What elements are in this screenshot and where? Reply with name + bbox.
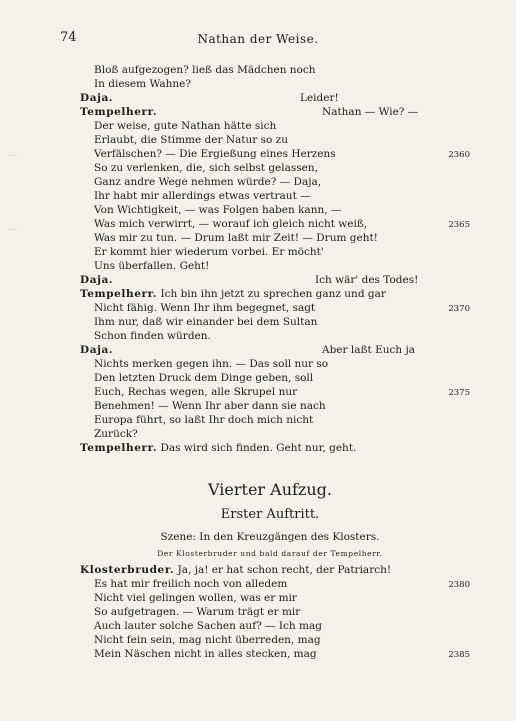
verse-line — [80, 245, 460, 259]
verse-text: Der weise, gute Nathan hätte sich — [94, 120, 277, 132]
verse-text: Nichts merken gegen ihn. — Das soll nur so — [94, 358, 329, 370]
verse-line — [80, 619, 460, 633]
scene-heading: Erster Auftritt. — [220, 507, 320, 522]
verse-text: In diesem Wahne? — [94, 78, 191, 90]
verse-text: Ihr habt mir allerdings etwas vertraut — — [94, 190, 311, 202]
act-heading: Vierter Aufzug. — [208, 480, 332, 499]
verse-line — [80, 63, 460, 77]
verse-text: Ich bin ihn jetzt zu sprechen ganz und gar — [160, 288, 386, 300]
line-number: 2380 — [448, 580, 470, 590]
verse-text: Euch, Rechas wegen, alle Skrupel nur — [94, 386, 298, 398]
verse-line — [80, 633, 460, 647]
verse-text: Bloß aufgezogen? ließ das Mädchen noch — [94, 64, 316, 76]
page-header — [60, 30, 456, 48]
verse-text: Ganz andre Wege nehmen würde? — Daja, — [94, 176, 322, 188]
dialogue-block — [80, 563, 470, 661]
persons-line: Der Klosterbruder und bald darauf der Tempelherr. — [157, 549, 383, 558]
verse-text: Mein Näschen nicht in alles stecken, mag — [94, 648, 317, 660]
verse-text: Was mich verwirrt, — worauf ich gleich nicht weiß, — [94, 218, 368, 230]
verse-text: Uns überfallen. Geht! — [94, 260, 210, 272]
verse-line — [80, 161, 460, 175]
verse-continuation: Nathan — Wie? — — [322, 106, 419, 118]
speaker-name: Daja. — [80, 92, 114, 104]
speaker-name: Daja. — [80, 344, 114, 356]
verse-text: Er kommt hier wiederum vorbei. Er möcht' — [94, 246, 324, 258]
verse-text: So zu verlenken, die, sich selbst gelassen, — [94, 162, 318, 174]
verse-text: Europa führt, so laßt Ihr doch mich nicht — [94, 414, 314, 426]
verse-line — [80, 371, 460, 385]
verse-text: Erlaubt, die Stimme der Natur so zu — [94, 134, 288, 146]
setting-line: Szene: In den Kreuzgängen des Klosters. — [160, 531, 380, 543]
verse-continuation: Leider! — [300, 92, 339, 104]
verse-line — [80, 133, 460, 147]
verse-text: Den letzten Druck dem Dinge geben, soll — [94, 372, 314, 384]
verse-line — [80, 259, 460, 273]
line-number: 2385 — [448, 650, 470, 660]
verse-text: Ja, ja! er hat schon recht, der Patriarch! — [177, 564, 392, 576]
speaker-name: Tempelherr. — [80, 442, 158, 454]
verse-line — [80, 287, 460, 301]
verse-line — [80, 563, 460, 577]
verse-text: Das wird sich finden. Geht nur, geht. — [160, 442, 357, 454]
verse-line — [80, 91, 460, 105]
verse-line — [80, 357, 460, 371]
verse-text: Benehmen! — Wenn Ihr aber dann sie nach — [94, 400, 326, 412]
verse-continuation: Aber laßt Euch ja — [322, 344, 415, 356]
speaker-name: Klosterbruder. — [80, 564, 175, 576]
line-number: 2365 — [448, 220, 470, 230]
verse-line — [80, 647, 470, 661]
bleed-through-text: ... — [8, 148, 18, 159]
verse-text: Schon finden würden. — [94, 330, 211, 342]
dialogue-block — [80, 63, 470, 455]
verse-text: Was mir zu tun. — Drum laßt mir Zeit! — Drum geht! — [94, 232, 378, 244]
main-text — [80, 63, 470, 661]
verse-text: Es hat mir freilich noch von alledem — [94, 578, 288, 590]
verse-line — [80, 175, 460, 189]
verse-line — [80, 77, 460, 91]
verse-line — [80, 273, 460, 287]
verse-line — [80, 591, 460, 605]
verse-line — [80, 301, 470, 315]
verse-line — [80, 343, 460, 357]
verse-text: Nicht fähig. Wenn Ihr ihm begegnet, sagt — [94, 302, 316, 314]
verse-line — [80, 413, 460, 427]
verse-line — [80, 577, 470, 591]
verse-text: Ihm nur, daß wir einander bei dem Sultan — [94, 316, 318, 328]
verse-line — [80, 441, 460, 455]
speaker-name: Tempelherr. — [80, 106, 158, 118]
verse-line — [80, 315, 460, 329]
verse-line — [80, 147, 470, 161]
verse-line — [80, 399, 460, 413]
verse-text: Nicht viel gelingen wollen, was er mir — [94, 592, 297, 604]
verse-line — [80, 605, 460, 619]
verse-text: Nicht fein sein, mag nicht überreden, mag — [94, 634, 321, 646]
speaker-name: Tempelherr. — [80, 288, 158, 300]
page-number: 74 — [60, 30, 77, 45]
verse-line — [80, 385, 470, 399]
verse-continuation: Ich wär' des Todes! — [315, 274, 419, 286]
verse-line — [80, 217, 470, 231]
verse-line — [80, 231, 460, 245]
running-title: Nathan der Weise. — [197, 32, 319, 46]
verse-line — [80, 427, 460, 441]
verse-text: Zurück? — [94, 428, 138, 440]
line-number: 2370 — [448, 304, 470, 314]
verse-line — [80, 329, 460, 343]
verse-text: Von Wichtigkeit, — was Folgen haben kann, — — [94, 204, 342, 216]
speaker-name: Daja. — [80, 274, 114, 286]
verse-text: So aufgetragen. — Warum trägt er mir — [94, 606, 301, 618]
verse-line — [80, 203, 460, 217]
verse-text: Verfälschen? — Die Ergießung eines Herzens — [94, 148, 336, 160]
verse-line — [80, 189, 460, 203]
line-number: 2375 — [448, 388, 470, 398]
line-number: 2360 — [448, 150, 470, 160]
bleed-through-text: ... — [8, 222, 18, 233]
verse-text: Auch lauter solche Sachen auf? — Ich mag — [94, 620, 322, 632]
